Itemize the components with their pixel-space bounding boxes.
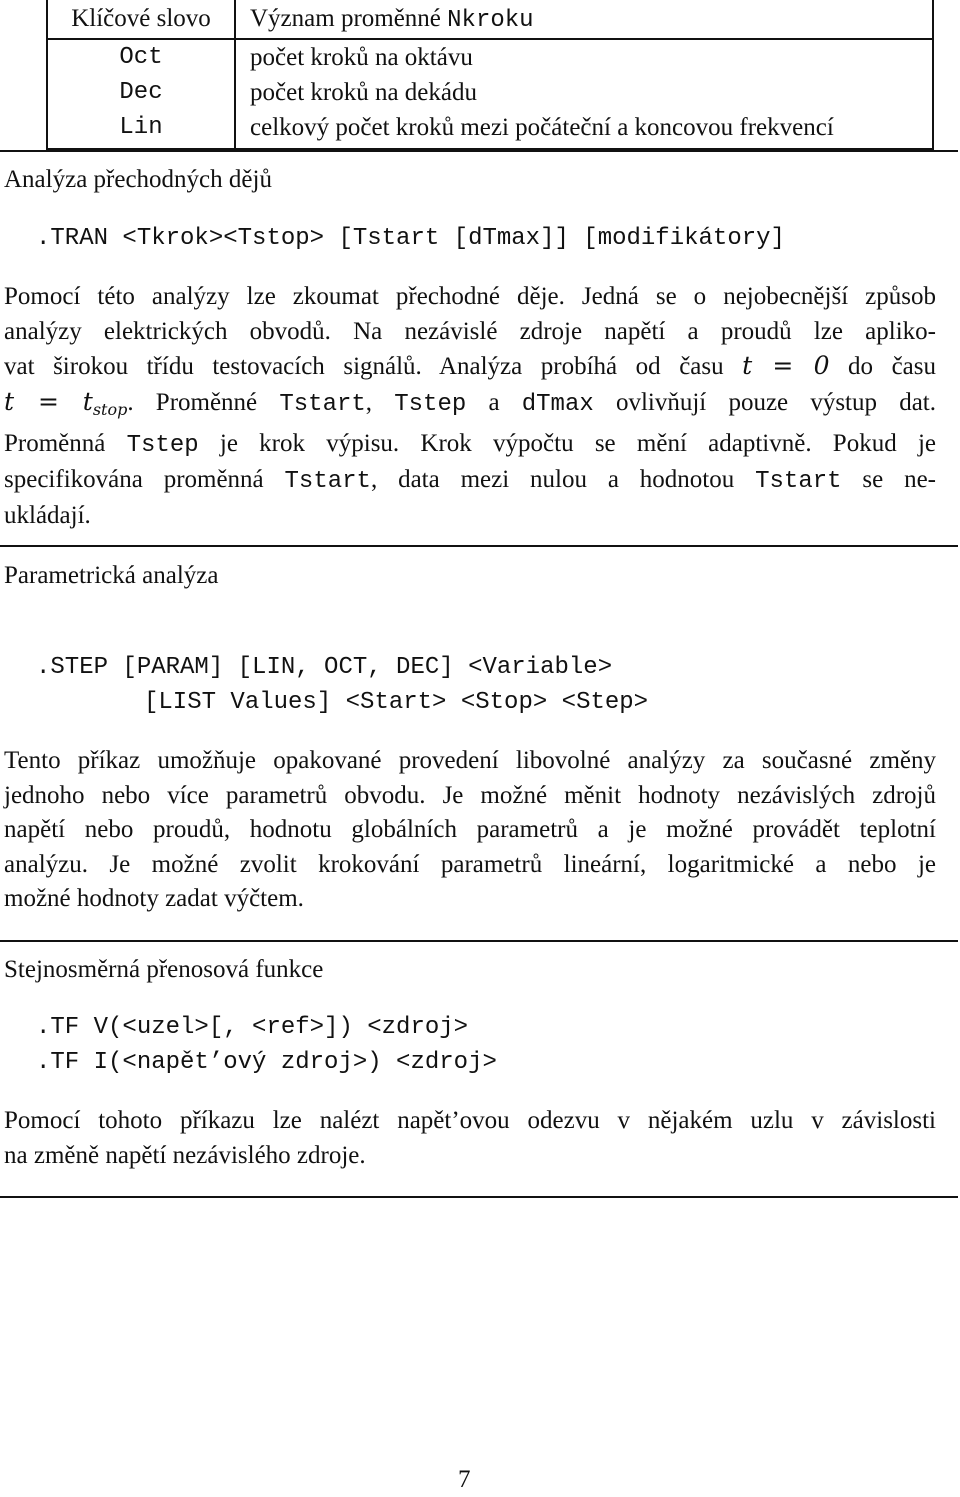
tran-syntax: .TRAN <Tkrok><Tstop> [Tstart [dTmax]] [modifikátory] [36,225,785,252]
table-header-keyword: Klíčové slovo [71,5,211,32]
tf-syntax-line2: .TF I(<napět’ový zdroj>) <zdroj> [36,1049,497,1076]
keyword-table [46,0,934,150]
page-number: 7 [458,1466,471,1493]
section-heading-tran: Analýza přechodných dějů [4,166,272,193]
tf-syntax-line1: .TF V(<uzel>[, <ref>]) <zdroj> [36,1014,469,1041]
table-column-divider [234,0,236,148]
table-row-keyword: Dec [119,79,163,106]
section-divider [0,150,958,152]
section-heading-tf: Stejnosměrná přenosová funkce [4,956,324,983]
section-heading-param: Parametrická analýza [4,562,219,589]
param-syntax-line1: .STEP [PARAM] [LIN, OCT, DEC] <Variable> [36,654,613,681]
table-row-meaning: počet kroků na oktávu [250,44,473,71]
tran-paragraph: Pomocí této analýzy lze zkoumat přechodné děje. Jedná se o nejobecnější způsob analýzy elektrických obvodů. Na nezávislé zdroje napětí a proudů lze apliko- vat širokou třídu testovacích signálů. Analýza probíhá od času t = 0 do času $t = t_{stop}$. Proměnné Tstart, Tstep a dTmax ovlivňují pouze výstup dat. Proměnná Tstep je krok výpisu. Krok výpočtu se mění adaptivně. Pokud je specifikována proměnná Tstart, data mezi nulou a hodnotou Tstart se ne- ukládají. [4,283,937,529]
table-header-divider [48,38,932,40]
table-row-meaning: celkový počet kroků mezi počáteční a koncovou frekvencí [250,114,834,141]
table-row-meaning: počet kroků na dekádu [250,79,478,106]
param-paragraph: Tento příkaz umožňuje opakované provedení libovolné analýzy za současné změny jednoho nebo více parametrů obvodu. Je možné měnit hodnoty nezávislých zdrojů napětí nebo proudů, hodnotu globálních parametrů a je možné provádět teplotní analýzu. Je možné zvolit krokování parametrů lineární, logaritmické a nebo je možné hodnoty zadat výčtem. [4,747,936,912]
tf-paragraph: Pomocí tohoto příkazu lze nalézt napět’ovou odezvu v nějakém uzlu v závislosti na změně napětí nezávislého zdroje. [4,1107,936,1169]
table-row-keyword: Oct [119,44,163,71]
table-row-keyword: Lin [119,114,163,141]
table-header-meaning: Význam proměnné Nkroku [250,5,534,34]
section-divider [0,1196,958,1198]
param-syntax-line2: [LIST Values] <Start> <Stop> <Step> [144,689,649,716]
section-divider [0,940,958,942]
section-divider [0,545,958,547]
